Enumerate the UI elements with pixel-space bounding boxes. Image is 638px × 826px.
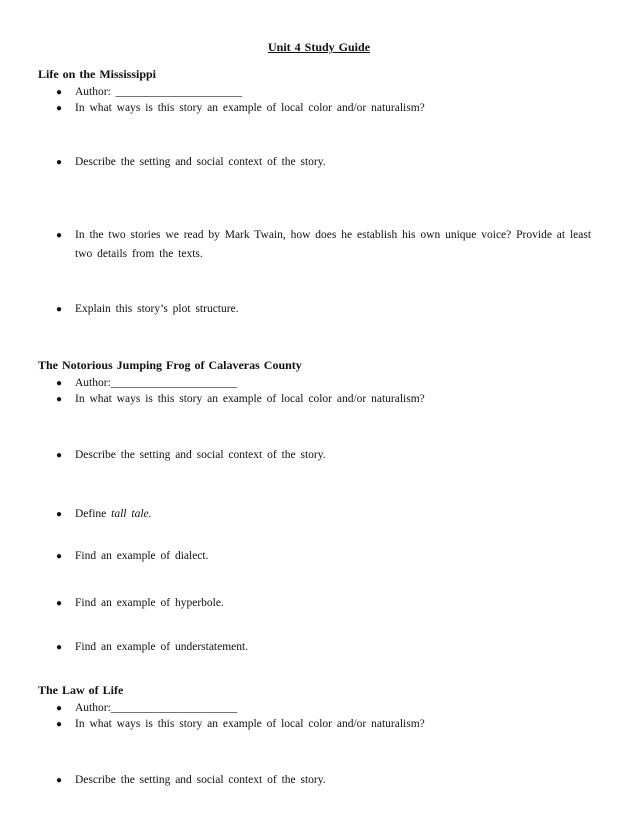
list-item [56, 446, 601, 465]
define-prefix: Define [75, 508, 112, 520]
author-field: Author:______________________ [75, 377, 238, 389]
bullet-icon: ● [56, 103, 63, 114]
bullet-icon: ● [56, 775, 63, 786]
list-item [56, 300, 601, 319]
list-item [56, 505, 601, 524]
list-item [56, 638, 601, 657]
question-text: Find an example of dialect. [75, 550, 209, 562]
list-item [56, 153, 601, 172]
section-heading-law-of-life: The Law of Life [38, 683, 124, 697]
bullet-icon: ● [56, 378, 63, 389]
question-text: In what ways is this story an example of local color and/or naturalism? [75, 718, 425, 730]
bullet-icon: ● [56, 598, 63, 609]
list-item [56, 547, 601, 566]
tall-tale-term: tall tale. [111, 508, 152, 520]
bullet-icon: ● [56, 304, 63, 315]
bullet-icon: ● [56, 719, 63, 730]
question-text: Find an example of hyperbole. [75, 597, 224, 609]
question-text: In what ways is this story an example of local color and/or naturalism? [75, 102, 425, 114]
bullet-icon: ● [56, 157, 63, 168]
list-item [56, 715, 601, 734]
question-text: In the two stories we read by Mark Twain, how does he establish his own unique voice? Provide at least two details from the texts. [75, 229, 592, 260]
question-text [75, 505, 601, 524]
bullet-icon: ● [56, 551, 63, 562]
question-text: Describe the setting and social context of the story. [75, 156, 326, 168]
question-text: Explain this story’s plot structure. [75, 303, 239, 315]
list-item [56, 390, 601, 409]
section-heading-life-on-the-mississippi: Life on the Mississippi [38, 67, 157, 81]
bullet-icon: ● [56, 450, 63, 461]
bullet-icon: ● [56, 87, 63, 98]
question-text: Describe the setting and social context of the story. [75, 774, 326, 786]
page-title: Unit 4 Study Guide [267, 40, 371, 54]
bullet-icon: ● [56, 509, 63, 520]
list-item [56, 99, 601, 118]
list-item [56, 771, 601, 790]
question-text: In what ways is this story an example of local color and/or naturalism? [75, 393, 425, 405]
author-field: Author: ______________________ [75, 86, 243, 98]
question-text: Find an example of understatement. [75, 641, 249, 653]
bullet-icon: ● [56, 642, 63, 653]
bullet-icon: ● [56, 230, 63, 241]
section-heading-jumping-frog: The Notorious Jumping Frog of Calaveras County [38, 358, 302, 372]
list-item [56, 226, 601, 264]
bullet-icon: ● [56, 394, 63, 405]
question-text: Describe the setting and social context of the story. [75, 449, 326, 461]
bullet-icon: ● [56, 703, 63, 714]
list-item [56, 594, 601, 613]
author-field: Author:______________________ [75, 702, 238, 714]
